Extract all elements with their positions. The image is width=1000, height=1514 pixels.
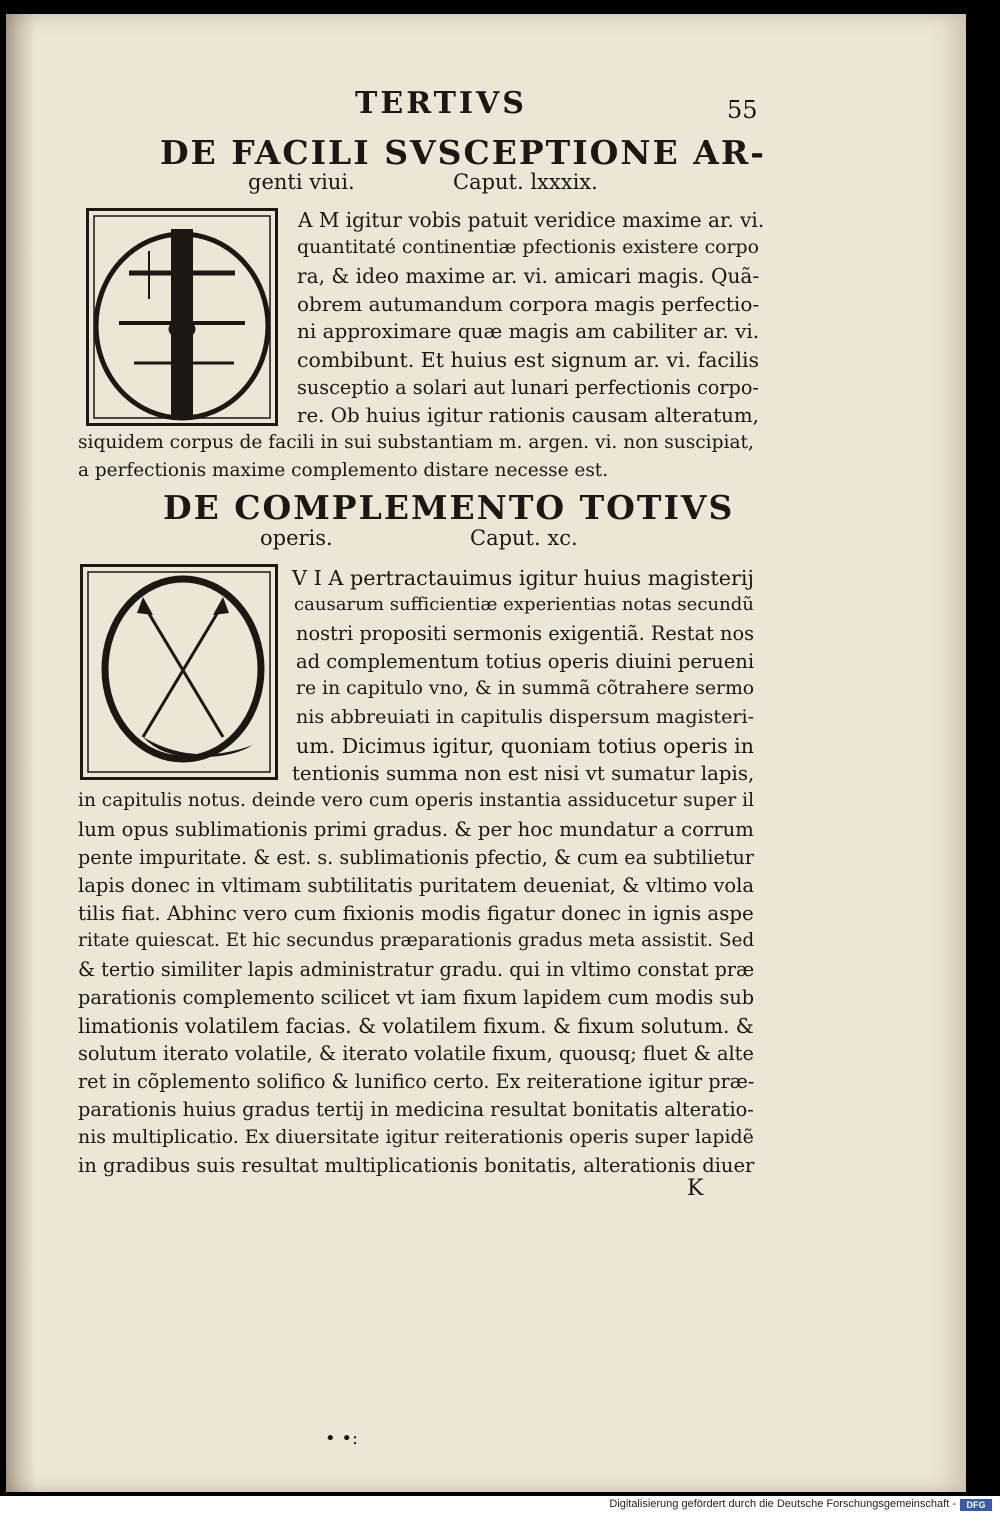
chapter2-subtitle-right: Caput. xc. [470,526,578,550]
text-line: nis multiplicatio. Ex diuersitate igitur reiterationis operis super lapidẽ [78,1126,754,1148]
text-line: um. Dicimus igitur, quoniam totius operis in [296,734,754,758]
running-head: TERTIVS [355,86,527,121]
text-line: nostri propositi sermonis exigentiã. Restat nos [296,622,755,645]
woodcut-initial-q-1 [86,208,278,426]
text-line: V I A pertractauimus igitur huius magisterij [292,566,754,590]
text-line: tentionis summa non est nisi vt sumatur lapis, [292,762,755,785]
text-line: ret in cõplemento solifico & lunifico certo. Ex reiteratione igitur præ- [78,1070,755,1093]
chapter1-subtitle-right: Caput. lxxxix. [453,170,598,194]
woodcut-initial-q-2 [80,564,278,780]
text-line: in capitulis notus. deinde vero cum operis instantia assiducetur super il [78,790,755,811]
text-line: re. Ob huius igitur rationis causam alteratum, [297,404,759,427]
text-line: solutum iterato volatile, & iterato volatile fixum, quousq; fluet & alte [78,1042,754,1065]
funding-credit: Digitalisierung gefördert durch die Deutsche Forschungsgemeinschaft - [609,1498,956,1510]
dfg-logo: DFG [960,1499,992,1511]
text-line: A M igitur vobis patuit veridice maxime ar. vi. [298,208,765,232]
text-line: ritate quiescat. Et hic secundus præparationis gradus meta assistit. Sed [78,930,755,951]
text-line: siquidem corpus de facili in sui substantiam m. argen. vi. non suscipiat, [78,432,754,453]
text-line: & tertio similiter lapis administratur gradu. qui in vltimo constat præ [78,958,755,981]
chapter2-subtitle-left: operis. [260,526,333,550]
text-line: pente impuritate. & est. s. sublimationis pfectio, & cum ea subtilietur [78,846,754,869]
text-line: combibunt. Et huius est signum ar. vi. facilis [297,348,760,372]
text-line: parationis complemento scilicet vt iam fixum lapidem cum modis sub [78,986,755,1009]
page-number: 55 [727,96,758,124]
text-line: lapis donec in vltimam subtilitatis puritatem deueniat, & vltimo vola [78,874,755,897]
text-line: nis abbreuiati in capitulis dispersum magisteri- [296,706,755,728]
text-line: ra, & ideo maxime ar. vi. amicari magis. Quã- [297,264,760,288]
page-marks: • •: [325,1428,359,1449]
catchword: K [687,1176,704,1201]
text-line: susceptio a solari aut lunari perfectionis corpo- [297,376,759,399]
text-line: tilis fiat. Abhinc vero cum fixionis modis figatur donec in ignis aspe [78,902,754,925]
text-line: ad complementum totius operis diuini perueni [296,650,755,673]
text-line: in gradibus suis resultat multiplicationis bonitatis, alterationis diuer [78,1154,755,1177]
chapter1-title: DE FACILI SVSCEPTIONE AR- [160,133,766,172]
text-line: ni approximare quæ magis am cabiliter ar. vi. [297,319,760,343]
spine-shadow [6,14,36,1492]
text-line: parationis huius gradus tertij in medicina resultat bonitatis alteratio- [78,1098,754,1121]
footer-bar [0,1496,1000,1514]
text-line: a perfectionis maxime complemento distare necesse est. [78,460,609,481]
text-line: obrem autumandum corpora magis perfectio- [297,292,760,316]
text-line: quantitaté continentiæ pfectionis existere corpo [297,236,759,258]
text-line: limationis volatilem facias. & volatilem fixum. & fixum solutum. & [78,1014,754,1038]
text-line: lum opus sublimationis primi gradus. & per hoc mundatur a corrum [78,818,754,841]
text-line: re in capitulo vno, & in summã cõtrahere sermo [296,678,755,699]
chapter2-title: DE COMPLEMENTO TOTIVS [163,488,735,527]
text-line: causarum sufficientiæ experientias notas secundũ [294,594,754,615]
chapter1-subtitle-left: genti viui. [248,170,355,194]
